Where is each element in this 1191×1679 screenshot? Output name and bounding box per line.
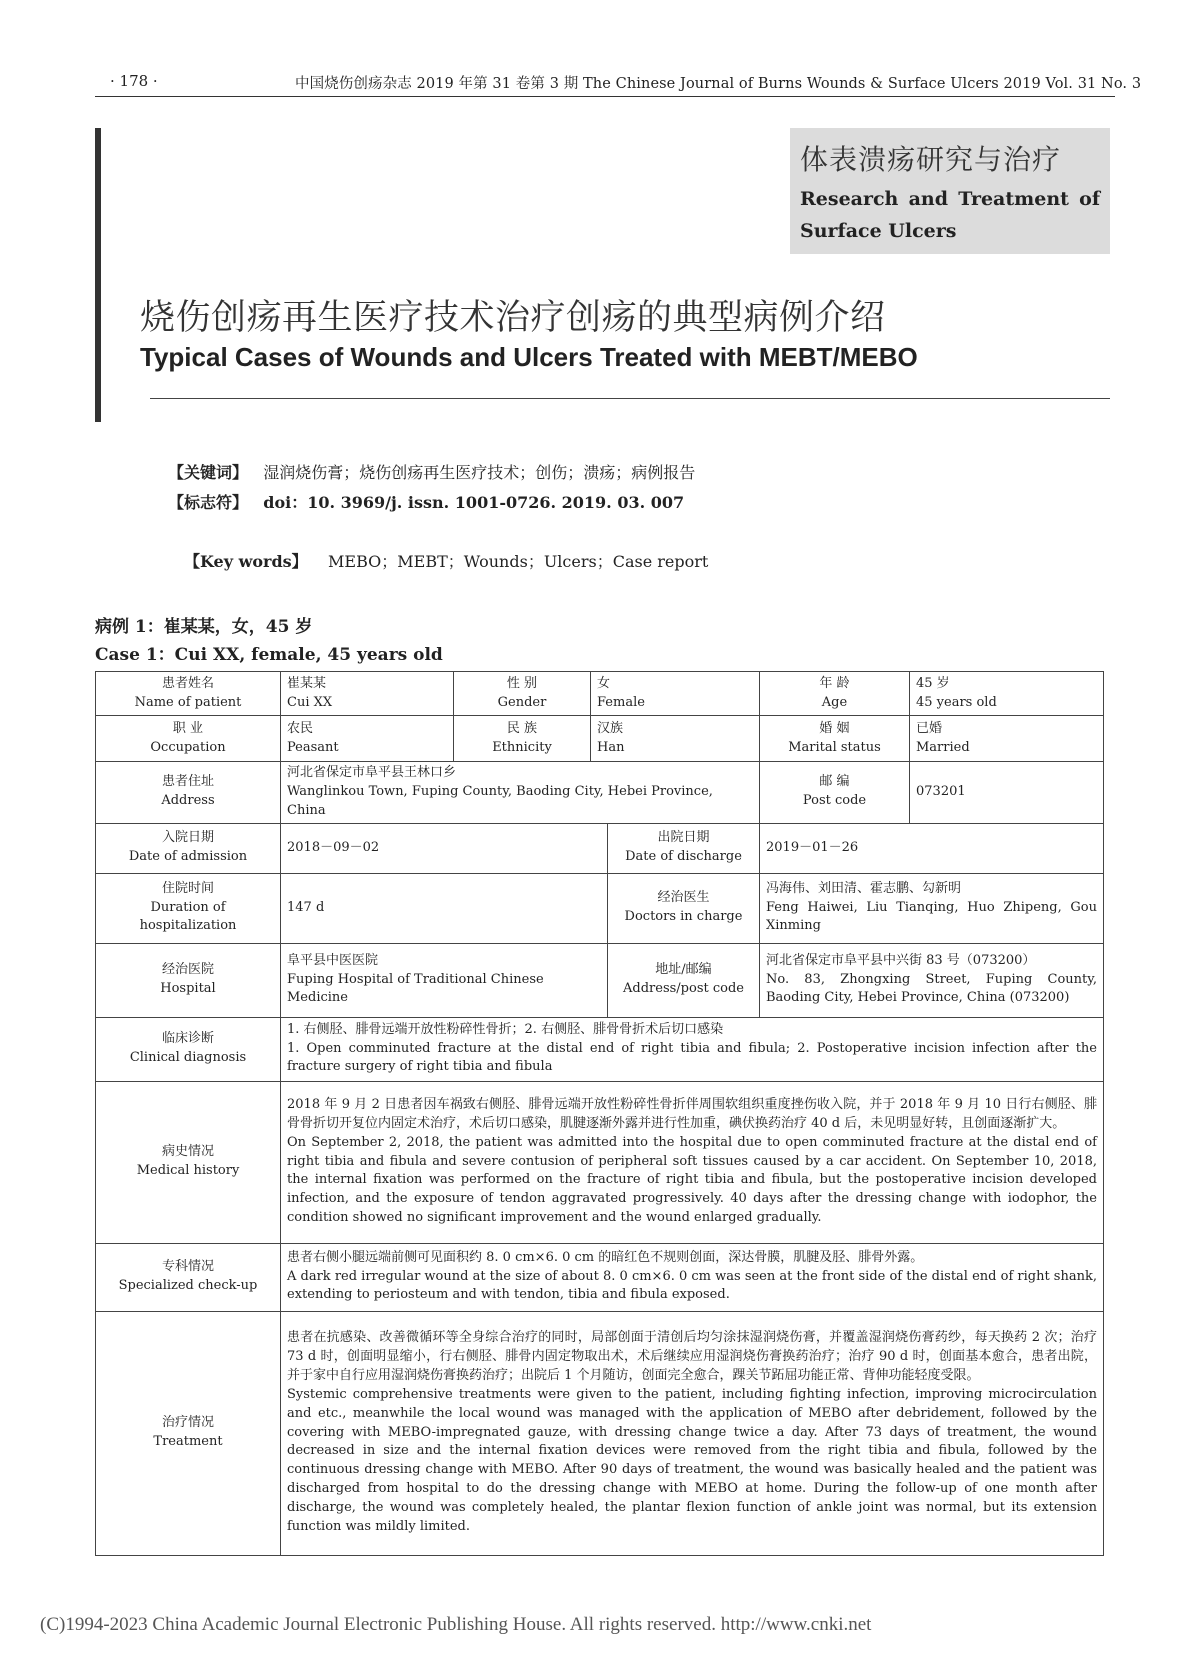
cell-text: 女	[597, 675, 611, 691]
cell-text: Date of discharge	[625, 849, 742, 865]
table-row	[96, 716, 1104, 762]
cell-text: Female	[597, 694, 645, 710]
table-cell	[910, 672, 1104, 716]
table-cell	[96, 823, 281, 873]
table-cell	[96, 873, 281, 943]
cell-text: 073201	[916, 783, 966, 799]
cell-text: 民 族	[506, 720, 538, 736]
cell-text: 入院日期	[161, 830, 214, 846]
table-cell	[591, 672, 760, 716]
table-cell	[760, 823, 1104, 873]
table-cell	[760, 762, 910, 824]
table-cell	[281, 823, 608, 873]
table-cell	[96, 943, 281, 1017]
table-cell	[96, 762, 281, 824]
table-cell	[281, 762, 760, 824]
cell-text: Post code	[802, 793, 867, 809]
cell-text: 崔某某	[287, 675, 327, 691]
table-cell	[608, 873, 760, 943]
cell-text: 河北省保定市阜平县中兴街 83 号（073200）	[766, 952, 1036, 968]
table-cell	[608, 823, 760, 873]
cell-text: 病史情况	[161, 1144, 214, 1160]
cell-text: No. 83, Zhongxing Street, Fuping County, Baoding City, Hebei Province, China (073200)	[766, 971, 1097, 1006]
article-title-en: Typical Cases of Wounds and Ulcers Treated with MEBT/MEBO	[140, 342, 918, 372]
keywords-zh-label: 【关键词】	[168, 463, 249, 482]
cell-text: Doctors in charge	[624, 909, 743, 925]
table-row	[96, 762, 1104, 824]
cell-text: Age	[821, 694, 848, 710]
table-row	[96, 943, 1104, 1017]
cell-text: A dark red irregular wound at the size of about 8. 0 cm×6. 0 cm was seen at the front side of the distal end of right shank, extending to periosteum and with tendon, tibia and fibula exposed.	[287, 1268, 1097, 1303]
cell-text: 患者姓名	[161, 675, 214, 691]
keywords-zh	[168, 460, 695, 483]
table-row	[96, 1311, 1104, 1555]
cell-text: Fuping Hospital of Traditional Chinese Medicine	[287, 971, 544, 1006]
table-cell	[96, 1243, 281, 1311]
copyright-footer: (C)1994-2023 China Academic Journal Electronic Publishing House. All rights reserved. http://www.cnki.net	[40, 1614, 872, 1635]
cell-text: 农民	[287, 720, 314, 736]
cell-text: Treatment	[153, 1434, 223, 1450]
table-cell	[281, 873, 608, 943]
cell-text: Address/post code	[623, 981, 744, 997]
article-title-zh: 烧伤创疡再生医疗技术治疗创疡的典型病例介绍	[140, 298, 886, 338]
cell-text: 2018－09－02	[287, 839, 380, 855]
cell-text: Ethnicity	[492, 739, 552, 755]
table-cell	[281, 943, 608, 1017]
cell-text: 2018 年 9 月 2 日患者因车祸致右侧胫、腓骨远端开放性粉碎性骨折伴周围软组织重度挫伤收入院，并于 2018 年 9 月 10 日行右侧胫、腓骨骨折切开复位内固定术治疗，术后切口感染，肌腱逐渐外露并进行性加重，碘伏换药治疗 40 d 后，未见明显好转，且创面逐渐扩大。	[287, 1097, 1097, 1131]
cell-text: Married	[916, 739, 970, 755]
cell-text: 患者右侧小腿远端前侧可见面积约 8. 0 cm×6. 0 cm 的暗红色不规则创面，深达骨膜，肌腱及胫、腓骨外露。	[287, 1249, 924, 1265]
cell-text: Occupation	[150, 739, 226, 755]
table-cell	[96, 1017, 281, 1081]
case-heading-en: Case 1：Cui XX, female, 45 years old	[95, 645, 443, 665]
table-cell	[910, 762, 1104, 824]
cell-text: Duration of hospitalization	[139, 899, 237, 934]
cell-text: Wanglinkou Town, Fuping County, Baoding City, Hebei Province, China	[287, 783, 713, 818]
header-rule	[95, 96, 1115, 97]
table-cell	[281, 1017, 1104, 1081]
cell-text: Name of patient	[134, 694, 242, 710]
table-cell	[96, 1081, 281, 1243]
keywords-zh-value: 湿润烧伤膏；烧伤创疡再生医疗技术；创伤；溃疡；病例报告	[263, 463, 696, 482]
keywords-en-label: 【Key words】	[184, 552, 308, 571]
cell-text: 147 d	[287, 899, 325, 915]
cell-text: 地址/邮编	[655, 962, 712, 978]
cell-text: 临床诊断	[161, 1031, 214, 1047]
keywords-en-value: MEBO；MEBT；Wounds；Ulcers；Case report	[328, 552, 709, 571]
case-heading-zh: 病例 1：崔某某，女，45 岁	[95, 617, 313, 637]
cell-text: Medical history	[136, 1163, 240, 1179]
cell-text: 1. 右侧胫、腓骨远端开放性粉碎性骨折；2. 右侧胫、腓骨骨折术后切口感染	[287, 1021, 724, 1037]
table-row	[96, 823, 1104, 873]
table-cell	[281, 716, 454, 762]
cell-text: Han	[597, 739, 625, 755]
table-cell	[96, 1311, 281, 1555]
doi-value: doi：10. 3969/j. issn. 1001-0726. 2019. 03. 007	[263, 493, 685, 512]
table-cell	[454, 716, 591, 762]
cell-text: 已婚	[916, 720, 943, 736]
table-row	[96, 1081, 1104, 1243]
title-rule	[150, 398, 1110, 399]
table-row	[96, 672, 1104, 716]
cell-text: 性 别	[506, 675, 538, 691]
cell-text: Cui XX	[287, 694, 333, 710]
running-header: 中国烧伤创疡杂志 2019 年第 31 卷第 3 期 The Chinese Journal of Burns Wounds & Surface Ulcers 2019 Vol. 31 No. 3	[295, 76, 1142, 92]
table-cell	[591, 716, 760, 762]
cell-text: Clinical diagnosis	[129, 1050, 247, 1066]
section-title-en-line2: Surface Ulcers	[800, 220, 957, 242]
title-side-bar	[95, 128, 101, 422]
doi-label: 【标志符】	[168, 493, 249, 512]
doi-line	[168, 490, 684, 513]
section-word: Research	[800, 188, 899, 210]
keywords-en	[184, 549, 708, 572]
table-cell	[760, 943, 1104, 1017]
table-row	[96, 1017, 1104, 1081]
table-cell	[281, 1311, 1104, 1555]
cell-text: 婚 姻	[819, 720, 850, 736]
cell-text: 患者住址	[161, 774, 214, 790]
table-row	[96, 1243, 1104, 1311]
cell-text: Marital status	[788, 739, 881, 755]
table-cell	[454, 672, 591, 716]
cell-text: 职 业	[172, 720, 204, 736]
cell-text: 住院时间	[161, 880, 214, 896]
cell-text: 经治医院	[161, 962, 214, 978]
cell-text: Specialized check-up	[118, 1278, 258, 1294]
section-word: of	[1079, 188, 1100, 210]
cell-text: Systemic comprehensive treatments were given to the patient, including fighting infection, improving microcirculation and etc., meanwhile the local wound was managed with the application of MEBO after debridement, followed by the covering with MEBO-impregnated gauze, with dressing change twice a day. After 73 days of treatment, the wound decreased in size and the internal fixation devices were removed from the right tibia and fibula, followed by the continuous dressing change with MEBO. After 90 days of treatment, the wound was basically healed and the patient was discharged from hospital to do the dressing change with MEBO at home. During the follow-up of one month after discharge, the wound was completely healed, the plantar flexion function of ankle joint was normal, but its extension function was mildly limited.	[287, 1386, 1097, 1534]
table-cell	[96, 672, 281, 716]
section-title-en-line1	[800, 188, 1100, 210]
cell-text: Date of admission	[128, 849, 248, 865]
table-cell	[760, 716, 910, 762]
cell-text: Peasant	[287, 739, 339, 755]
table-cell	[608, 943, 760, 1017]
table-cell	[281, 1081, 1104, 1243]
table-row	[96, 873, 1104, 943]
cell-text: 治疗情况	[161, 1415, 214, 1431]
section-title-zh: 体表溃疡研究与治疗	[800, 143, 1062, 176]
cell-text: 年 龄	[819, 675, 850, 691]
cell-text: 经治医生	[657, 890, 710, 906]
case-info-table	[95, 671, 1104, 1556]
page-number: · 178 ·	[110, 72, 158, 90]
cell-text: 邮 编	[819, 774, 850, 790]
cell-text: 河北省保定市阜平县王林口乡	[287, 765, 457, 780]
cell-text: 阜平县中医医院	[287, 952, 379, 968]
table-cell	[910, 716, 1104, 762]
table-cell	[96, 716, 281, 762]
cell-text: 冯海伟、刘田清、霍志鹏、勾新明	[766, 880, 962, 896]
cell-text: 汉族	[597, 720, 624, 736]
cell-text: 45 years old	[916, 694, 997, 710]
cell-text: 2019－01－26	[766, 839, 859, 855]
section-word: and	[908, 188, 948, 210]
cell-text: Gender	[497, 694, 547, 710]
table-cell	[760, 672, 910, 716]
cell-text: 患者在抗感染、改善微循环等全身综合治疗的同时，局部创面于清创后均匀涂抹湿润烧伤膏，并覆盖湿润烧伤膏药纱，每天换药 2 次；治疗 73 d 时，创面明显缩小，行右侧胫、腓骨内固定物取出术，术后继续应用湿润烧伤膏换药治疗；治疗 90 d 时，创面基本愈合，患者出院，并于家中自行应用湿润烧伤膏换药治疗；出院后 1 个月随访，创面完全愈合，踝关节跖屈功能正常、背伸功能轻度受限。	[287, 1330, 1097, 1384]
cell-text: 1. Open comminuted fracture at the distal end of right tibia and fibula; 2. Postoperative incision infection after the fracture surgery of right tibia and fibula	[287, 1040, 1097, 1075]
cell-text: 出院日期	[657, 830, 710, 846]
cell-text: 专科情况	[161, 1259, 214, 1275]
cell-text: Feng Haiwei, Liu Tianqing, Huo Zhipeng, Gou Xinming	[766, 899, 1097, 934]
table-cell	[281, 672, 454, 716]
cell-text: Address	[161, 793, 215, 809]
cell-text: 45 岁	[916, 675, 950, 691]
table-cell	[760, 873, 1104, 943]
cell-text: On September 2, 2018, the patient was admitted into the hospital due to open comminuted fracture at the distal end of right tibia and fibula and severe contusion of peripheral soft tissues caused by a car accident. On September 10, 2018, the internal fixation was performed on the fracture of right tibia and fibula, but the postoperative incision developed infection, and the exposure of tendon aggravated progressively. 40 days after the dressing change with iodophor, the condition showed no significant improvement and the wound enlarged gradually.	[287, 1134, 1097, 1226]
table-cell	[281, 1243, 1104, 1311]
cell-text: Hospital	[160, 981, 216, 997]
section-word: Treatment	[958, 188, 1069, 210]
